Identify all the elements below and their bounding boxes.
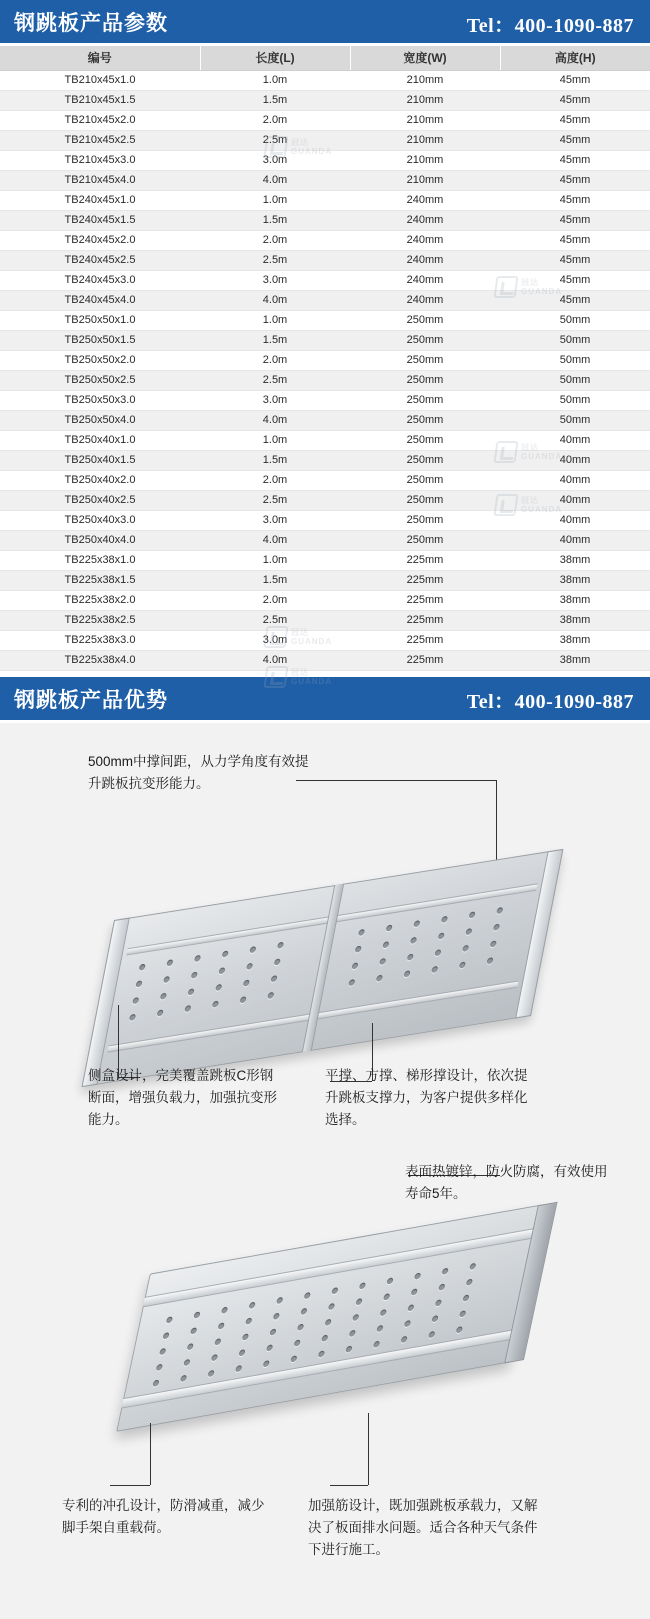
advantages-section-header xyxy=(0,677,650,723)
table-row xyxy=(0,130,650,150)
leader-line xyxy=(330,1485,368,1486)
perforation-hole xyxy=(462,944,469,951)
cell-height: 45mm xyxy=(500,210,650,230)
column-header-width: 宽度(W) xyxy=(350,46,500,70)
table-row xyxy=(0,530,650,550)
perforation-hole xyxy=(386,1277,393,1284)
advantages-panel xyxy=(0,723,650,1619)
table-row xyxy=(0,470,650,490)
cell-length: 2.5m xyxy=(200,610,350,630)
params-section-header xyxy=(0,0,650,46)
perforation-hole xyxy=(459,961,466,968)
perforation-hole xyxy=(222,950,229,957)
perforation-hole xyxy=(428,1330,435,1337)
perforation-hole xyxy=(300,1307,307,1314)
cell-height: 45mm xyxy=(500,90,650,110)
table-row xyxy=(0,510,650,530)
perforation-hole xyxy=(212,1000,219,1007)
cell-code: TB240x45x1.0 xyxy=(0,190,200,210)
cell-length: 4.0m xyxy=(200,650,350,670)
column-header-code: 编号 xyxy=(0,46,200,70)
perforation-hole xyxy=(238,1349,245,1356)
perforation-hole xyxy=(129,1013,136,1020)
cell-length: 2.0m xyxy=(200,590,350,610)
cell-length: 4.0m xyxy=(200,530,350,550)
cell-code: TB225x38x2.5 xyxy=(0,610,200,630)
cell-height: 45mm xyxy=(500,270,650,290)
cell-code: TB250x40x2.5 xyxy=(0,490,200,510)
perforation-hole xyxy=(190,1327,197,1334)
perforation-hole xyxy=(243,979,250,986)
cell-height: 38mm xyxy=(500,650,650,670)
cell-height: 38mm xyxy=(500,630,650,650)
cell-code: TB210x45x3.0 xyxy=(0,150,200,170)
cell-width: 240mm xyxy=(350,250,500,270)
table-row xyxy=(0,630,650,650)
params-section-title: 钢跳板产品参数 xyxy=(14,7,168,39)
cell-height: 50mm xyxy=(500,410,650,430)
cell-width: 210mm xyxy=(350,90,500,110)
advantages-section-phone: Tel：400-1090-887 xyxy=(466,691,634,713)
cell-width: 225mm xyxy=(350,650,500,670)
perforation-hole xyxy=(379,957,386,964)
cell-width: 250mm xyxy=(350,530,500,550)
perforation-hole xyxy=(349,1329,356,1336)
table-row xyxy=(0,190,650,210)
perforation-hole xyxy=(214,1338,221,1345)
table-row xyxy=(0,210,650,230)
perforation-hole xyxy=(240,996,247,1003)
cell-height: 45mm xyxy=(500,70,650,90)
perforation-hole xyxy=(207,1369,214,1376)
cell-width: 240mm xyxy=(350,190,500,210)
perforation-hole xyxy=(348,979,355,986)
cell-code: TB250x40x2.0 xyxy=(0,470,200,490)
cell-width: 240mm xyxy=(350,270,500,290)
callout-side-box-design: 侧盒设计，完美覆盖跳板C形钢断面，增强负载力，加强抗变形能力。 xyxy=(88,1067,277,1128)
cell-length: 2.5m xyxy=(200,130,350,150)
cell-height: 50mm xyxy=(500,310,650,330)
perforation-hole xyxy=(465,928,472,935)
cell-height: 50mm xyxy=(500,330,650,350)
perforation-hole xyxy=(187,1343,194,1350)
cell-width: 250mm xyxy=(350,350,500,370)
advantages-illustration-area xyxy=(0,723,650,1609)
callout-galvanized-surface: 表面热镀锌，防火防腐，有效使用寿命5年。 xyxy=(405,1163,608,1201)
perforation-hole xyxy=(266,1344,273,1351)
perforation-hole xyxy=(380,1308,387,1315)
cell-length: 1.0m xyxy=(200,190,350,210)
cell-width: 225mm xyxy=(350,610,500,630)
table-row xyxy=(0,410,650,430)
perforation-hole xyxy=(221,1306,228,1313)
watermark-text: 冠达 GUANDA xyxy=(521,277,563,296)
cell-width: 250mm xyxy=(350,510,500,530)
params-section-phone: Tel：400-1090-887 xyxy=(466,14,634,37)
watermark-text: 冠达 GUANDA xyxy=(521,495,563,514)
table-row xyxy=(0,70,650,90)
table-row xyxy=(0,650,650,670)
cell-width: 250mm xyxy=(350,390,500,410)
table-row xyxy=(0,310,650,330)
table-row xyxy=(0,150,650,170)
cell-height: 38mm xyxy=(500,570,650,590)
perforation-hole xyxy=(321,1334,328,1341)
cell-width: 250mm xyxy=(350,370,500,390)
cell-code: TB210x45x2.5 xyxy=(0,130,200,150)
perforation-hole xyxy=(373,1340,380,1347)
column-header-length: 长度(L) xyxy=(200,46,350,70)
perforation-hole xyxy=(191,971,198,978)
perforation-hole xyxy=(276,1296,283,1303)
cell-width: 240mm xyxy=(350,290,500,310)
perforation-hole xyxy=(318,1350,325,1357)
cell-code: TB250x40x1.0 xyxy=(0,430,200,450)
cell-code: TB250x50x2.0 xyxy=(0,350,200,370)
perforation-hole xyxy=(211,1353,218,1360)
table-row xyxy=(0,230,650,250)
perforation-hole xyxy=(324,1318,331,1325)
cell-length: 2.0m xyxy=(200,470,350,490)
cell-length: 3.0m xyxy=(200,150,350,170)
cell-length: 1.0m xyxy=(200,310,350,330)
cell-height: 45mm xyxy=(500,190,650,210)
spec-table xyxy=(0,46,650,671)
callout-perforation-patent: 专利的冲孔设计，防滑减重，减少脚手架自重载荷。 xyxy=(62,1497,265,1535)
perforation-hole xyxy=(215,983,222,990)
perforation-hole xyxy=(218,1322,225,1329)
table-row xyxy=(0,610,650,630)
cell-code: TB250x50x4.0 xyxy=(0,410,200,430)
perforation-hole xyxy=(297,1323,304,1330)
leader-line xyxy=(296,780,496,781)
cell-height: 45mm xyxy=(500,230,650,250)
cell-code: TB210x45x1.5 xyxy=(0,90,200,110)
table-row xyxy=(0,110,650,130)
advantages-section-title: 钢跳板产品优势 xyxy=(14,684,168,716)
cell-height: 45mm xyxy=(500,130,650,150)
cell-length: 1.5m xyxy=(200,90,350,110)
cell-width: 250mm xyxy=(350,330,500,350)
cell-height: 45mm xyxy=(500,290,650,310)
perforation-hole xyxy=(269,1328,276,1335)
cell-width: 210mm xyxy=(350,70,500,90)
cell-height: 40mm xyxy=(500,510,650,530)
cell-code: TB250x40x3.0 xyxy=(0,510,200,530)
callout-stiffening-rib: 加强筋设计，既加强跳板承载力，又解决了板面排水问题。适合各种天气条件下进行施工。 xyxy=(308,1497,538,1558)
cell-height: 40mm xyxy=(500,430,650,450)
cell-length: 3.0m xyxy=(200,390,350,410)
perforation-hole xyxy=(404,1319,411,1326)
cell-width: 225mm xyxy=(350,590,500,610)
perforation-hole xyxy=(469,911,476,918)
cell-height: 40mm xyxy=(500,470,650,490)
perforation-hole xyxy=(413,920,420,927)
perforation-hole xyxy=(414,1272,421,1279)
cell-length: 1.5m xyxy=(200,570,350,590)
cell-code: TB210x45x1.0 xyxy=(0,70,200,90)
cell-width: 210mm xyxy=(350,150,500,170)
cell-code: TB240x45x2.0 xyxy=(0,230,200,250)
perforation-hole xyxy=(355,1298,362,1305)
perforation-hole xyxy=(245,1317,252,1324)
cell-length: 2.0m xyxy=(200,350,350,370)
cell-height: 38mm xyxy=(500,550,650,570)
perforation-hole xyxy=(249,946,256,953)
plank-solid-illustration xyxy=(130,1223,550,1453)
perforation-hole xyxy=(152,1379,159,1386)
cell-width: 210mm xyxy=(350,170,500,190)
perforation-hole xyxy=(183,1358,190,1365)
plank-solid xyxy=(116,1204,544,1432)
perforation-hole xyxy=(273,1312,280,1319)
perforation-hole xyxy=(386,924,393,931)
perforation-hole xyxy=(263,1360,270,1367)
perforation-hole xyxy=(407,1304,414,1311)
perforation-hole xyxy=(180,1374,187,1381)
perforation-hole xyxy=(400,1335,407,1342)
table-row xyxy=(0,590,650,610)
perforation-hole xyxy=(345,1345,352,1352)
perforation-hole xyxy=(438,932,445,939)
table-row xyxy=(0,450,650,470)
perforation-hole xyxy=(248,1301,255,1308)
perforation-hole xyxy=(187,988,194,995)
table-header-row xyxy=(0,46,650,70)
cell-code: TB225x38x2.0 xyxy=(0,590,200,610)
table-row xyxy=(0,90,650,110)
cell-code: TB250x50x2.5 xyxy=(0,370,200,390)
table-row xyxy=(0,390,650,410)
cell-length: 3.0m xyxy=(200,510,350,530)
perforation-hole xyxy=(355,945,362,952)
cell-width: 210mm xyxy=(350,130,500,150)
spec-table-body xyxy=(0,70,650,670)
column-header-height: 高度(H) xyxy=(500,46,650,70)
cell-length: 1.0m xyxy=(200,550,350,570)
perforation-hole xyxy=(435,1299,442,1306)
perforation-hole xyxy=(383,1293,390,1300)
perforation-hole xyxy=(431,965,438,972)
cell-height: 40mm xyxy=(500,450,650,470)
cell-code: TB250x50x3.0 xyxy=(0,390,200,410)
cell-code: TB210x45x4.0 xyxy=(0,170,200,190)
cell-width: 210mm xyxy=(350,110,500,130)
perforation-hole xyxy=(132,997,139,1004)
cell-length: 3.0m xyxy=(200,630,350,650)
perforation-hole xyxy=(159,1347,166,1354)
perforation-hole xyxy=(157,1009,164,1016)
cell-height: 45mm xyxy=(500,170,650,190)
perforation-hole xyxy=(434,949,441,956)
leader-line xyxy=(110,1485,150,1486)
perforation-hole xyxy=(166,1316,173,1323)
leader-line xyxy=(150,1423,151,1485)
perforation-hole xyxy=(184,1004,191,1011)
cell-length: 2.0m xyxy=(200,230,350,250)
cell-code: TB225x38x1.0 xyxy=(0,550,200,570)
perforation-hole xyxy=(441,915,448,922)
cell-code: TB240x45x1.5 xyxy=(0,210,200,230)
perforation-hole xyxy=(351,962,358,969)
table-row xyxy=(0,290,650,310)
perforation-hole xyxy=(139,963,146,970)
table-row xyxy=(0,370,650,390)
cell-width: 240mm xyxy=(350,210,500,230)
cell-length: 2.5m xyxy=(200,250,350,270)
perforation-hole xyxy=(438,1283,445,1290)
cell-length: 2.5m xyxy=(200,370,350,390)
callout-support-types: 平撑、方撑、梯形撑设计，依次提升跳板支撑力，为客户提供多样化选择。 xyxy=(325,1067,528,1128)
perforation-hole xyxy=(294,1339,301,1346)
perforation-hole xyxy=(156,1363,163,1370)
perforation-hole xyxy=(382,941,389,948)
perforation-hole xyxy=(359,1282,366,1289)
perforation-hole xyxy=(246,962,253,969)
spec-table-container xyxy=(0,46,650,686)
cell-width: 240mm xyxy=(350,230,500,250)
perforation-hole xyxy=(162,1332,169,1339)
cell-code: TB250x50x1.5 xyxy=(0,330,200,350)
plank-tray xyxy=(82,848,564,1086)
table-row xyxy=(0,550,650,570)
cell-width: 250mm xyxy=(350,470,500,490)
perforation-hole xyxy=(193,1311,200,1318)
cell-width: 250mm xyxy=(350,450,500,470)
cell-height: 50mm xyxy=(500,350,650,370)
perforation-hole xyxy=(328,1302,335,1309)
perforation-hole xyxy=(352,1313,359,1320)
cell-code: TB225x38x1.5 xyxy=(0,570,200,590)
perforation-hole xyxy=(290,1355,297,1362)
cell-height: 45mm xyxy=(500,150,650,170)
cell-length: 2.5m xyxy=(200,490,350,510)
watermark-text: 冠达 GUANDA xyxy=(291,627,333,646)
cell-code: TB210x45x2.0 xyxy=(0,110,200,130)
cell-length: 4.0m xyxy=(200,410,350,430)
cell-width: 225mm xyxy=(350,630,500,650)
cell-code: TB240x45x3.0 xyxy=(0,270,200,290)
cell-width: 250mm xyxy=(350,410,500,430)
cell-length: 3.0m xyxy=(200,270,350,290)
watermark-text: 冠达 GUANDA xyxy=(521,442,563,461)
table-row xyxy=(0,430,650,450)
cell-width: 225mm xyxy=(350,550,500,570)
callout-support-spacing: 500mm中撑间距，从力学角度有效提升跳板抗变形能力。 xyxy=(88,753,309,791)
perforation-hole xyxy=(242,1333,249,1340)
perforation-hole xyxy=(166,959,173,966)
perforation-hole xyxy=(442,1267,449,1274)
perforation-hole xyxy=(331,1287,338,1294)
cell-code: TB250x40x4.0 xyxy=(0,530,200,550)
leader-line xyxy=(368,1413,369,1485)
watermark-text: 冠达 GUANDA xyxy=(291,667,333,686)
perforation-hole xyxy=(194,954,201,961)
cell-length: 2.0m xyxy=(200,110,350,130)
cell-width: 250mm xyxy=(350,490,500,510)
perforation-hole xyxy=(411,1288,418,1295)
table-row xyxy=(0,330,650,350)
perforation-hole xyxy=(376,1324,383,1331)
perforation-hole xyxy=(431,1315,438,1322)
table-row xyxy=(0,270,650,290)
perforation-hole xyxy=(218,967,225,974)
perforation-hole xyxy=(403,970,410,977)
cell-width: 250mm xyxy=(350,430,500,450)
cell-height: 38mm xyxy=(500,590,650,610)
cell-length: 4.0m xyxy=(200,170,350,190)
cell-length: 1.5m xyxy=(200,330,350,350)
cell-length: 1.0m xyxy=(200,430,350,450)
cell-length: 4.0m xyxy=(200,290,350,310)
perforation-hole xyxy=(160,992,167,999)
perforation-hole xyxy=(304,1291,311,1298)
cell-width: 250mm xyxy=(350,310,500,330)
cell-width: 225mm xyxy=(350,570,500,590)
table-row xyxy=(0,350,650,370)
perforation-hole xyxy=(163,975,170,982)
cell-height: 45mm xyxy=(500,250,650,270)
cell-height: 50mm xyxy=(500,390,650,410)
cell-height: 45mm xyxy=(500,110,650,130)
cell-code: TB240x45x2.5 xyxy=(0,250,200,270)
watermark-text: 冠达 GUANDA xyxy=(291,137,333,156)
cell-height: 50mm xyxy=(500,370,650,390)
cell-code: TB225x38x4.0 xyxy=(0,650,200,670)
cell-code: TB250x40x1.5 xyxy=(0,450,200,470)
cell-length: 1.0m xyxy=(200,70,350,90)
table-row xyxy=(0,570,650,590)
perforation-hole xyxy=(407,953,414,960)
perforation-hole xyxy=(235,1364,242,1371)
perforation-hole xyxy=(376,974,383,981)
table-row xyxy=(0,170,650,190)
perforation-hole xyxy=(410,936,417,943)
table-row xyxy=(0,490,650,510)
cell-height: 40mm xyxy=(500,530,650,550)
cell-length: 1.5m xyxy=(200,210,350,230)
perforation-hole xyxy=(135,980,142,987)
cell-code: TB240x45x4.0 xyxy=(0,290,200,310)
cell-code: TB225x38x3.0 xyxy=(0,630,200,650)
cell-length: 1.5m xyxy=(200,450,350,470)
perforation-hole xyxy=(358,928,365,935)
cell-height: 38mm xyxy=(500,610,650,630)
table-row xyxy=(0,250,650,270)
cell-code: TB250x50x1.0 xyxy=(0,310,200,330)
cell-height: 40mm xyxy=(500,490,650,510)
